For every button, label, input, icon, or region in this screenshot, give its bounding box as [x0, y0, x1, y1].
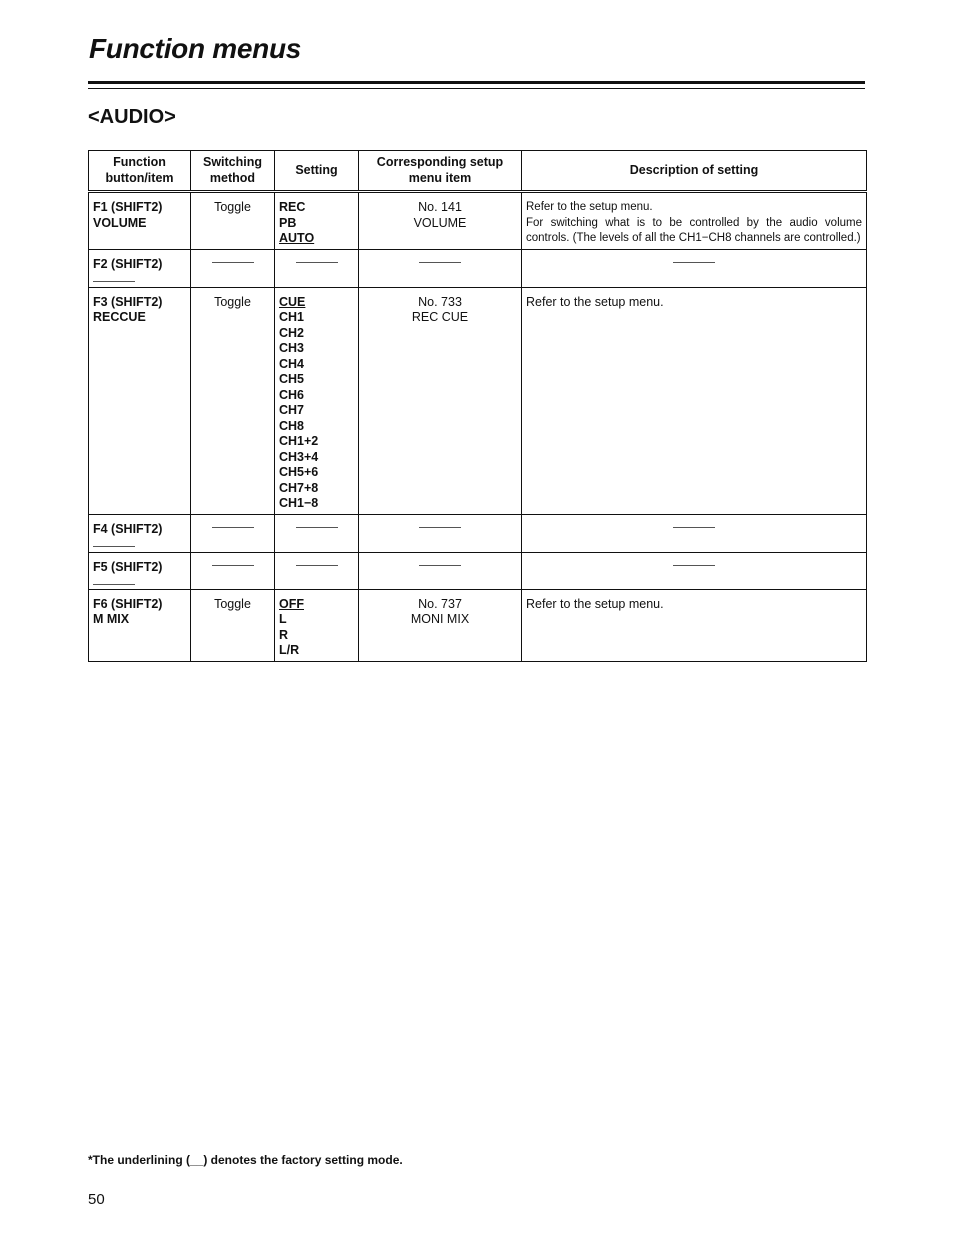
- table-row: [89, 249, 867, 287]
- menu-name: REC CUE: [411, 310, 469, 324]
- empty-dash: [673, 565, 715, 566]
- empty-dash: [419, 527, 461, 528]
- setting-option: CH5+6: [279, 465, 319, 479]
- header-setting: Setting: [275, 151, 359, 192]
- function-cell: [89, 514, 191, 552]
- setting-option-default: CUE: [279, 294, 306, 309]
- function-button: F3 (SHIFT2): [93, 294, 163, 309]
- function-button: F1 (SHIFT2): [93, 200, 163, 214]
- switching-cell: Toggle: [191, 287, 275, 514]
- section-title: <AUDIO>: [88, 106, 176, 128]
- description-cell: [522, 552, 867, 589]
- setting-cell: [275, 514, 359, 552]
- corresponding-cell: [359, 552, 522, 589]
- function-item: RECCUE: [93, 310, 146, 324]
- function-cell: [89, 192, 191, 250]
- empty-dash: [93, 281, 135, 282]
- header-corresponding: Corresponding setup menu item: [359, 151, 522, 192]
- setting-option: CH1−8: [279, 496, 319, 510]
- function-cell: [89, 589, 191, 661]
- header-description: Description of setting: [522, 151, 867, 192]
- setting-option: L/R: [279, 643, 300, 657]
- empty-dash: [419, 262, 461, 263]
- function-item: M MIX: [93, 612, 130, 626]
- setting-option: CH3+4: [279, 449, 319, 464]
- function-cell: [89, 287, 191, 514]
- description-text: For switching what is to be controlled by the audio volume controls. (The levels of all the CH1−CH8 channels are controlled.): [526, 216, 862, 244]
- function-button: F2 (SHIFT2): [93, 256, 163, 271]
- empty-dash: [93, 584, 135, 585]
- table-header-row: [89, 151, 867, 192]
- menu-number: No. 141: [418, 200, 462, 214]
- footnote: *The underlining (__) denotes the factory setting mode.: [88, 1153, 403, 1167]
- empty-dash: [93, 546, 135, 547]
- setting-option: CH4: [279, 356, 305, 371]
- setting-option: CH2: [279, 325, 305, 340]
- setting-cell: [275, 192, 359, 250]
- switching-cell: [191, 249, 275, 287]
- description-cell: [522, 249, 867, 287]
- corresponding-cell: [359, 249, 522, 287]
- description-cell: Refer to the setup menu.: [522, 287, 867, 514]
- function-item: VOLUME: [93, 215, 147, 230]
- empty-dash: [673, 527, 715, 528]
- setting-cell: [275, 287, 359, 514]
- page-number: 50: [88, 1191, 105, 1208]
- corresponding-cell: [359, 514, 522, 552]
- switching-cell: Toggle: [191, 589, 275, 661]
- header-function: Function button/item: [89, 151, 191, 192]
- function-menu-table: [88, 150, 867, 662]
- description-cell: [522, 192, 867, 250]
- setting-option: CH5: [279, 372, 305, 386]
- table-row: [89, 192, 867, 250]
- setting-option: CH1: [279, 310, 305, 324]
- empty-dash: [296, 262, 338, 263]
- setting-option: REC: [279, 200, 306, 214]
- function-cell: [89, 552, 191, 589]
- switching-cell: Toggle: [191, 192, 275, 250]
- empty-dash: [673, 262, 715, 263]
- empty-dash: [296, 527, 338, 528]
- empty-dash: [212, 527, 254, 528]
- setting-cell: [275, 552, 359, 589]
- corresponding-cell: [359, 287, 522, 514]
- header-switching: Switching method: [191, 151, 275, 192]
- function-cell: [89, 249, 191, 287]
- setting-option: CH6: [279, 387, 305, 402]
- table-row: [89, 552, 867, 589]
- table-row: [89, 589, 867, 661]
- empty-dash: [212, 262, 254, 263]
- page-title: Function menus: [89, 33, 302, 64]
- menu-number: No. 737: [418, 596, 462, 611]
- switching-cell: [191, 514, 275, 552]
- setting-option: CH7+8: [279, 480, 319, 495]
- function-button: F4 (SHIFT2): [93, 521, 163, 536]
- setting-option-default: OFF: [279, 596, 304, 611]
- table-row: [89, 287, 867, 514]
- setting-option: L: [279, 612, 287, 626]
- function-button: F6 (SHIFT2): [93, 596, 163, 611]
- setting-option: PB: [279, 215, 297, 230]
- switching-cell: [191, 552, 275, 589]
- empty-dash: [212, 565, 254, 566]
- function-button: F5 (SHIFT2): [93, 559, 163, 574]
- empty-dash: [296, 565, 338, 566]
- setting-cell: [275, 589, 359, 661]
- description-cell: Refer to the setup menu.: [522, 589, 867, 661]
- menu-name: MONI MIX: [410, 612, 470, 626]
- description-text: Refer to the setup menu.: [526, 201, 653, 213]
- menu-name: VOLUME: [413, 215, 467, 230]
- setting-option-default: AUTO: [279, 231, 315, 245]
- setting-option: CH7: [279, 403, 305, 417]
- setting-cell: [275, 249, 359, 287]
- title-rule-thin: [88, 88, 865, 89]
- setting-option: R: [279, 627, 289, 642]
- table-row: [89, 514, 867, 552]
- menu-number: No. 733: [418, 294, 462, 309]
- corresponding-cell: [359, 192, 522, 250]
- setting-option: CH3: [279, 341, 305, 355]
- empty-dash: [419, 565, 461, 566]
- description-cell: [522, 514, 867, 552]
- setting-option: CH1+2: [279, 434, 319, 448]
- title-rule-thick: [88, 81, 865, 84]
- setting-option: CH8: [279, 418, 305, 433]
- corresponding-cell: [359, 589, 522, 661]
